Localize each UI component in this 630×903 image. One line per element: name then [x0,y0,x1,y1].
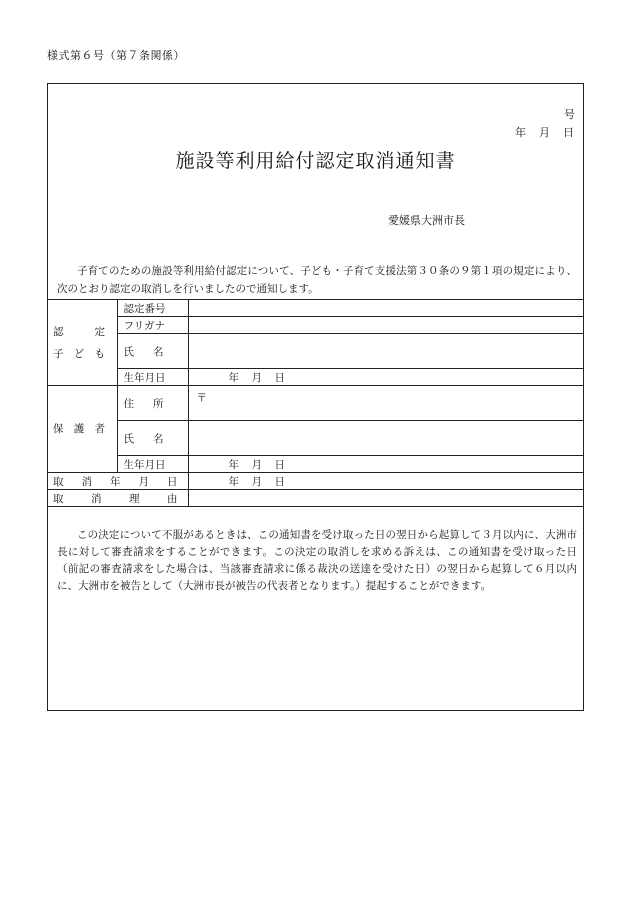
table-row [47,421,584,456]
cert-number-label: 認定番号 [117,300,188,317]
guardian-birth-value[interactable]: 年 月 日 [188,456,584,473]
info-table [47,299,584,507]
table-row [47,386,584,421]
notice-frame [47,83,584,711]
guardian-birth-label: 生年月日 [117,456,188,473]
cert-number-field[interactable] [188,300,584,317]
cancel-reason-label: 取 消 理 由 [47,490,188,507]
table-row [47,490,584,507]
table-row [47,473,584,490]
table-row [47,317,584,334]
issuer-name: 愛媛県大洲市長 [388,214,465,227]
intro-paragraph: 子育てのための施設等利用給付認定について、子ども・子育て支援法第３０条の９第１項の規定により、次のとおり認定の取消しを行いましたので通知します。 [57,265,577,295]
guardian-name-label: 氏 名 [117,421,188,456]
document-number-label: 号 [564,108,575,121]
table-row [47,456,584,473]
issue-date-label: 年 月 日 [515,126,575,139]
form-number: 様式第６号（第７条関係） [47,49,185,62]
furigana-label: フリガナ [117,317,188,334]
table-row [47,300,584,317]
address-field[interactable] [188,386,584,421]
table-row [47,334,584,369]
cancel-reason-field[interactable] [188,490,584,507]
cancel-date-label: 取 消 年 月 日 [47,473,188,490]
child-furigana-field[interactable] [188,317,584,334]
child-birth-label: 生年月日 [117,369,188,386]
cancel-date-value[interactable]: 年 月 日 [188,473,584,490]
address-label: 住 所 [117,386,188,421]
child-name-field[interactable] [188,334,584,369]
postal-mark-icon: 〒 [196,392,207,404]
appeal-notice: この決定について不服があるときは、この通知書を受け取った日の翌日から起算して３月以内に、大洲市長に対して審査請求をすることができます。この決定の取消しを求める訴えは、この通知書を受け取った日（前記の審査請求をした場合は、当該審査請求に係る裁決の送達を受けた日）の翌日から起算して６月以内に、大洲市を被告として（大洲市長が被告の代表者となります。）提起することができます。 [57,529,577,592]
child-birth-value[interactable]: 年 月 日 [188,369,584,386]
guardian-group-label: 保 護 者 [47,386,117,473]
document-title: 施設等利用給付認定取消通知書 [175,150,456,172]
child-name-label: 氏 名 [117,334,188,369]
guardian-name-field[interactable] [188,421,584,456]
table-row [47,369,584,386]
child-group-label: 認 定 子 ど も [47,300,117,386]
